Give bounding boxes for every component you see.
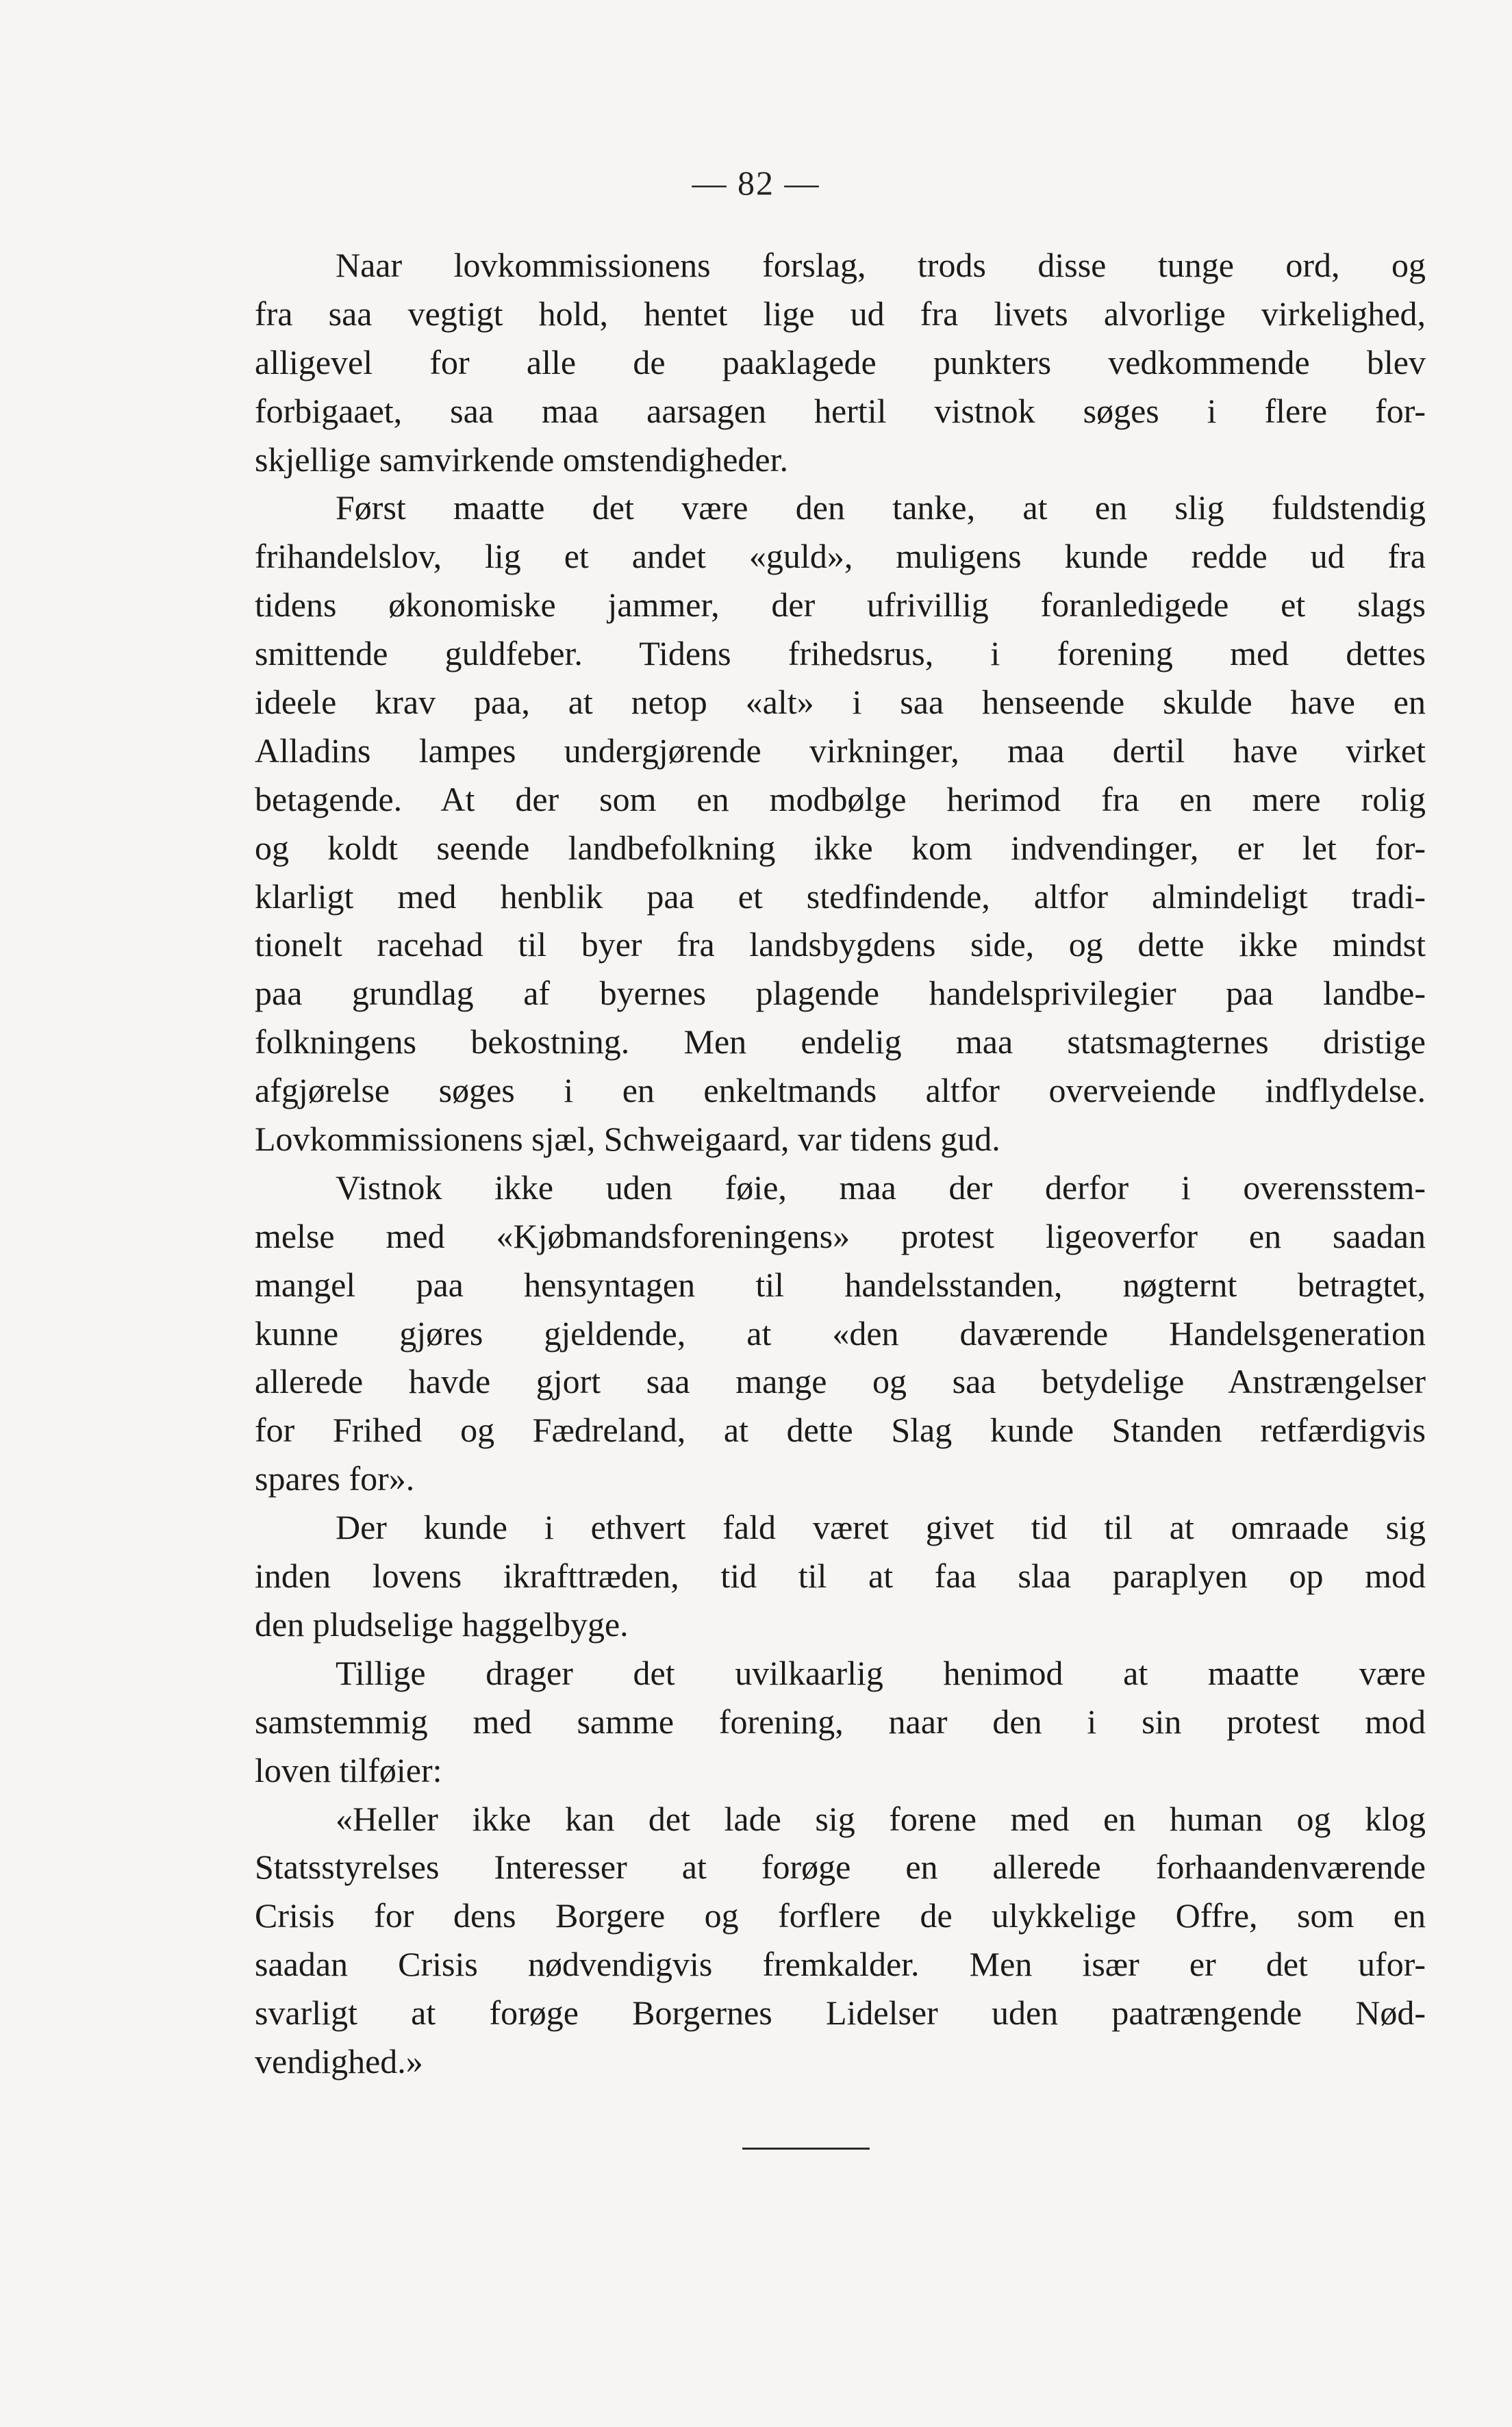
paragraph bbox=[255, 483, 1426, 1163]
text-line: og koldt seende landbefolkning ikke kom indvendinger, er let for- bbox=[255, 828, 1426, 867]
paragraph bbox=[255, 1164, 1426, 1503]
text-line: spares for». bbox=[255, 1459, 415, 1498]
paragraph bbox=[255, 1649, 1426, 1795]
text-line: smittende guldfeber. Tidens frihedsrus, i forening med dettes bbox=[255, 634, 1426, 673]
text-line: alligevel for alle de paaklagede punkters vedkommende blev bbox=[255, 342, 1426, 381]
text-line: klarligt med henblik paa et stedfindende, altfor almindeligt tradi- bbox=[255, 877, 1426, 916]
text-line: saadan Crisis nødvendigvis fremkalder. Men især er det ufor- bbox=[255, 1945, 1426, 1984]
text-line: samstemmig med samme forening, naar den i sin protest mod bbox=[255, 1702, 1426, 1741]
text-line: Statsstyrelses Interesser at forøge en allerede forhaandenværende bbox=[255, 1848, 1426, 1887]
text-line: Crisis for dens Borgere og forflere de ulykkelige Offre, som en bbox=[255, 1896, 1426, 1935]
text-line: vendighed.» bbox=[255, 2041, 423, 2080]
text-line: skjellige samvirkende omstendigheder. bbox=[255, 440, 788, 479]
text-line: kunne gjøres gjeldende, at «den daværende Handelsgeneration bbox=[255, 1313, 1426, 1353]
text-line: Der kunde i ethvert fald været givet tid til at omraade sig bbox=[336, 1508, 1426, 1547]
text-line: ideele krav paa, at netop «alt» i saa henseende skulde have en bbox=[255, 683, 1426, 722]
text-line: Lovkommissionens sjæl, Schweigaard, var tidens gud. bbox=[255, 1120, 1000, 1159]
text-line: tidens økonomiske jammer, der ufrivillig foranledigede et slags bbox=[255, 586, 1426, 625]
text-line: Først maatte det være den tanke, at en slig fuldstendig bbox=[336, 488, 1426, 527]
text-line: tionelt racehad til byer fra landsbygdens side, og dette ikke mindst bbox=[255, 925, 1426, 964]
text-line: forbigaaet, saa maa aarsagen hertil vistnok søges i flere for- bbox=[255, 391, 1426, 430]
paragraph bbox=[255, 1503, 1426, 1649]
text-line: folkningens bekostning. Men endelig maa statsmagternes dristige bbox=[255, 1022, 1426, 1061]
body-text bbox=[255, 241, 1426, 2086]
text-line: melse med «Kjøbmandsforeningens» protest ligeoverfor en saadan bbox=[255, 1216, 1426, 1255]
text-line: Tillige drager det uvilkaarlig henimod at maatte være bbox=[336, 1653, 1426, 1692]
text-line: allerede havde gjort saa mange og saa betydelige Anstrængelser bbox=[255, 1362, 1426, 1401]
text-line: Alladins lampes undergjørende virkninger, maa dertil have virket bbox=[255, 731, 1426, 770]
text-line: betagende. At der som en modbølge herimod fra en mere rolig bbox=[255, 779, 1426, 818]
page-number: — 82 — bbox=[692, 164, 820, 202]
text-line: «Heller ikke kan det lade sig forene med en human og klog bbox=[336, 1799, 1426, 1838]
text-line: afgjørelse søges i en enkeltmands altfor overveiende indflydelse. bbox=[255, 1071, 1426, 1110]
text-line: Vistnok ikke uden føie, maa der derfor i overensstem- bbox=[336, 1168, 1426, 1207]
text-line: svarligt at forøge Borgernes Lidelser uden paatrængende Nød- bbox=[255, 1994, 1426, 2033]
text-line: fra saa vegtigt hold, hentet lige ud fra livets alvorlige virkelighed, bbox=[255, 294, 1426, 333]
text-line: inden lovens ikrafttræden, tid til at faa slaa paraplyen op mod bbox=[255, 1557, 1426, 1596]
text-line: loven tilføier: bbox=[255, 1750, 442, 1789]
paragraph bbox=[255, 241, 1426, 483]
section-divider bbox=[742, 2148, 870, 2150]
text-line: mangel paa hensyntagen til handelsstanden, nøgternt betragtet, bbox=[255, 1265, 1426, 1304]
text-line: frihandelslov, lig et andet «guld», muligens kunde redde ud fra bbox=[255, 537, 1426, 576]
text-line: Naar lovkommissionens forslag, trods disse tunge ord, og bbox=[336, 246, 1426, 284]
paragraph bbox=[255, 1795, 1426, 2086]
text-line: paa grundlag af byernes plagende handelsprivilegier paa landbe- bbox=[255, 974, 1426, 1013]
text-line: for Frihed og Fædreland, at dette Slag kunde Standen retfærdigvis bbox=[255, 1411, 1426, 1450]
text-line: den pludselige haggelbyge. bbox=[255, 1605, 629, 1644]
